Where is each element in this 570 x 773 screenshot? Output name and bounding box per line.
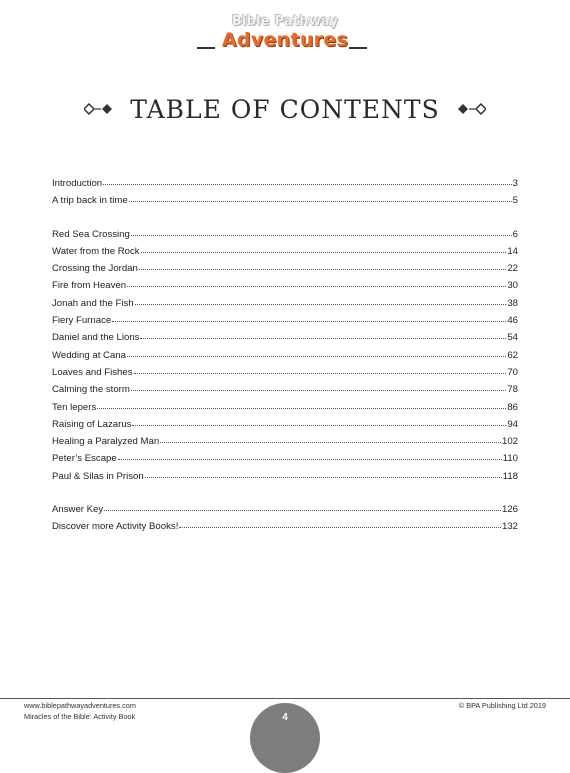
dot-leader <box>132 425 506 426</box>
toc-entry[interactable] <box>52 384 518 401</box>
toc-entry[interactable] <box>52 402 518 419</box>
toc-entry[interactable] <box>52 453 518 470</box>
footer-website[interactable]: www.biblepathwayadventures.com <box>24 701 136 710</box>
dot-leader <box>145 477 502 478</box>
dot-leader <box>135 304 507 305</box>
toc-entry-page: 126 <box>501 504 518 516</box>
dot-leader <box>127 286 506 287</box>
toc-entry-page: 3 <box>512 178 518 189</box>
toc-entry-page: 62 <box>507 349 518 361</box>
toc-entry-title: Ten lepers <box>52 401 97 413</box>
ornament-right-icon <box>456 103 486 115</box>
toc-entry-title: Jonah and the Fish <box>52 297 134 309</box>
dot-leader <box>129 201 512 202</box>
page-title: TABLE OF CONTENTS <box>130 94 440 124</box>
dot-leader <box>112 321 506 322</box>
dot-leader <box>131 390 506 391</box>
toc-entry-page: 22 <box>507 263 518 275</box>
toc-entry[interactable] <box>52 350 518 367</box>
toc-entry[interactable] <box>52 436 518 453</box>
toc-entry-title: Answer Key <box>52 504 104 516</box>
toc-entry[interactable] <box>52 298 518 315</box>
toc-entry[interactable] <box>52 263 518 280</box>
toc-entry-page: 70 <box>507 366 518 378</box>
logo-top-text: Bible Pathway <box>231 14 339 29</box>
title-row <box>0 94 570 124</box>
toc-entry-page: 30 <box>507 280 518 292</box>
logo-main-text: Adventures <box>221 29 349 51</box>
toc-entry-page: 102 <box>501 436 518 448</box>
toc-entry-page: 132 <box>501 521 518 533</box>
dot-leader <box>160 442 501 443</box>
toc-entry[interactable] <box>52 315 518 332</box>
toc-entry[interactable] <box>52 471 518 488</box>
toc-entry-title: Introduction <box>52 178 103 189</box>
toc-entry-title: Red Sea Crossing <box>52 228 130 240</box>
ornament-left-icon <box>84 103 114 115</box>
toc-entry[interactable] <box>52 229 518 246</box>
toc-entry-page: 38 <box>507 297 518 309</box>
toc-entry-page: 54 <box>507 332 518 344</box>
toc-entry[interactable] <box>52 367 518 384</box>
toc-entry[interactable] <box>52 195 518 212</box>
dot-leader <box>131 235 512 236</box>
dot-leader <box>179 527 501 528</box>
section-gap <box>52 213 518 229</box>
footer-book-title: Miracles of the Bible: Activity Book <box>24 712 136 721</box>
toc-entry-title: Daniel and the Lions <box>52 332 140 344</box>
dot-leader <box>97 408 506 409</box>
footer-copyright: © BPA Publishing Ltd 2019 <box>458 701 546 710</box>
toc-entry-page: 5 <box>512 195 518 207</box>
page-number-badge: 4 <box>250 703 320 773</box>
toc-entry-page: 46 <box>507 315 518 327</box>
table-of-contents <box>52 178 518 539</box>
toc-entry-title: Fiery Furnace <box>52 315 112 327</box>
toc-entry-title: Healing a Paralyzed Man <box>52 436 160 448</box>
toc-entry-page: 14 <box>507 245 518 257</box>
toc-entry-page: 6 <box>512 228 518 240</box>
toc-entry[interactable] <box>52 280 518 297</box>
dot-leader <box>103 184 512 185</box>
toc-entry-title: Wedding at Cana <box>52 349 126 361</box>
toc-entry-title: Water from the Rock <box>52 245 140 257</box>
dot-leader <box>139 269 506 270</box>
toc-entry-title: Discover more Activity Books! <box>52 521 179 533</box>
toc-entry-title: Fire from Heaven <box>52 280 127 292</box>
toc-entry-page: 78 <box>507 384 518 396</box>
toc-entry[interactable] <box>52 504 518 521</box>
section-gap <box>52 488 518 504</box>
toc-entry-title: Loaves and Fishes <box>52 366 133 378</box>
dot-leader <box>140 338 506 339</box>
toc-entry-title: Peter’s Escape <box>52 453 117 465</box>
toc-entry-page: 94 <box>507 418 518 430</box>
header-divider-right <box>349 47 367 49</box>
toc-entry[interactable] <box>52 178 518 195</box>
dot-leader <box>141 252 507 253</box>
toc-entry-page: 86 <box>507 401 518 413</box>
toc-entry[interactable] <box>52 332 518 349</box>
toc-entry[interactable] <box>52 246 518 263</box>
toc-entry-title: Paul & Silas in Prison <box>52 470 144 482</box>
dot-leader <box>134 373 507 374</box>
toc-entry[interactable] <box>52 521 518 538</box>
header <box>0 10 570 56</box>
toc-entry-title: Crossing the Jordan <box>52 263 138 275</box>
footer-divider <box>0 698 570 699</box>
dot-leader <box>118 459 502 460</box>
dot-leader <box>104 510 501 511</box>
dot-leader <box>127 356 506 357</box>
toc-entry-page: 110 <box>502 453 518 465</box>
toc-entry-title: A trip back in time <box>52 195 128 207</box>
toc-entry[interactable] <box>52 419 518 436</box>
toc-entry-title: Raising of Lazarus <box>52 418 132 430</box>
toc-entry-title: Calming the storm <box>52 384 130 396</box>
toc-entry-page: 118 <box>502 470 518 482</box>
